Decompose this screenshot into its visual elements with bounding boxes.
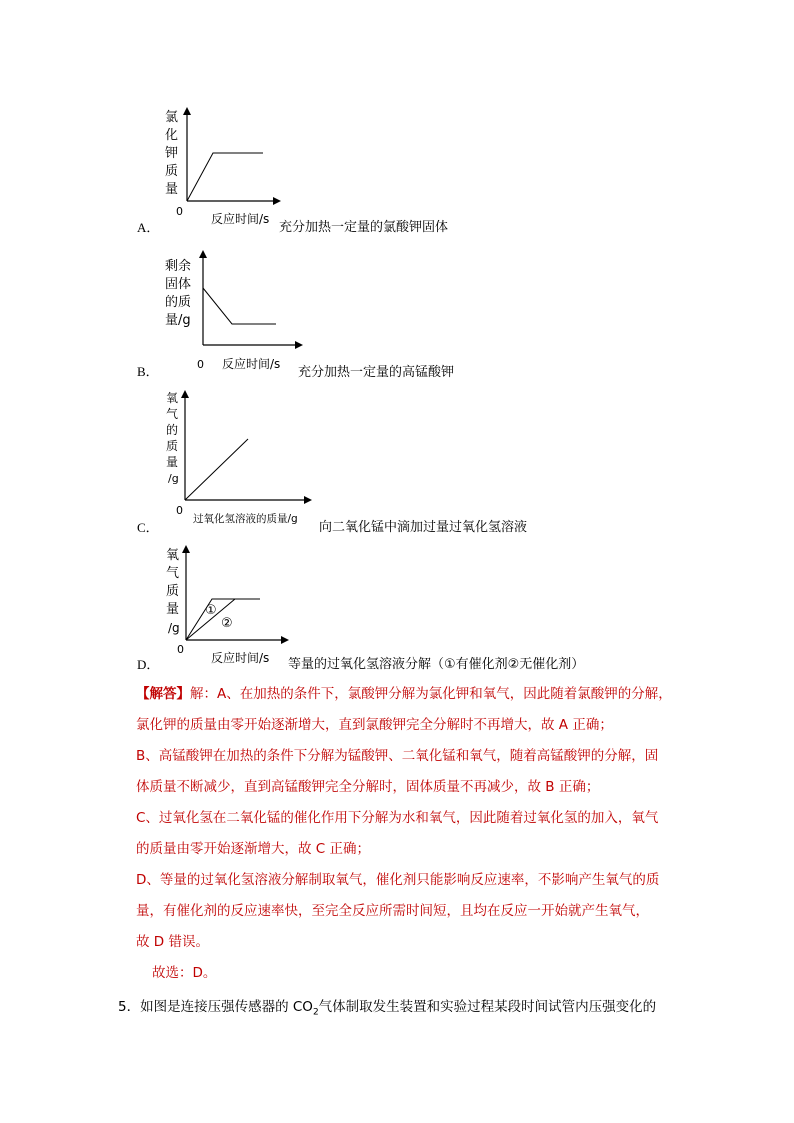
graph-b-ylabel-1: 剩余 — [165, 259, 192, 274]
graph-a-ylabel-3: 钾 — [165, 146, 179, 161]
question-5-subscript: 2 — [312, 1007, 319, 1018]
question-5 — [118, 995, 656, 1018]
graph-b-ylabel-2: 固体 — [165, 277, 192, 292]
graph-b-origin: 0 — [197, 358, 204, 371]
solution-line-1 — [136, 680, 672, 708]
graph-d-ylabel-4: 量 — [166, 602, 180, 617]
solution-line-10: 故选：D。 — [152, 965, 217, 981]
graph-a-xlabel: 反应时间/s — [211, 212, 270, 226]
option-d-letter: D． — [137, 657, 160, 672]
graph-d-ylabel-5: /g — [168, 621, 180, 635]
solution-line-8: 量，有催化剂的反应速率快，至完全反应所需时间短，且均在反应一开始就产生氧气， — [136, 903, 649, 919]
option-d-caption: 等量的过氧化氢溶液分解（①有催化剂②无催化剂） — [288, 657, 585, 672]
graph-d-ylabel-3: 质 — [166, 584, 180, 599]
solution-line-9: 故 D 错误。 — [136, 934, 209, 950]
graph-d-curve-label-1: ① — [205, 603, 217, 618]
question-5-text-before: 如图是连接压强传感器的 CO — [140, 999, 313, 1015]
option-b-letter: B． — [137, 364, 159, 379]
option-a-letter: A． — [137, 220, 160, 235]
graph-d-curve-label-2: ② — [221, 616, 233, 631]
graph-d-xlabel: 反应时间/s — [211, 651, 270, 665]
graph-c-xlabel: 过氧化氢溶液的质量/g — [193, 513, 298, 525]
graph-c-ylabel-3: 的 — [166, 423, 179, 437]
solution-text-1: 解：A、在加热的条件下，氯酸钾分解为氯化钾和氧气，因此随着氯酸钾的分解， — [190, 686, 672, 702]
graph-c-ylabel-5: 量 — [166, 455, 179, 469]
question-5-number: 5． — [118, 999, 141, 1015]
graph-c-ylabel-6: /g — [168, 472, 179, 485]
solution-line-5: C、过氧化氢在二氧化锰的催化作用下分解为水和氧气，因此随着过氧化氢的加入，氧气 — [136, 810, 659, 826]
graph-c — [160, 388, 330, 530]
option-c-caption: 向二氧化锰中滴加过量过氧化氢溶液 — [319, 520, 528, 535]
option-b-caption: 充分加热一定量的高锰酸钾 — [298, 365, 455, 380]
graph-c-origin: 0 — [176, 504, 183, 517]
graph-b — [160, 250, 310, 375]
graph-d-origin: 0 — [177, 643, 184, 656]
solution-line-4: 体质量不断减少，直到高锰酸钾完全分解时，固体质量不再减少，故 B 正确； — [136, 779, 600, 795]
solution-line-2: 氯化钾的质量由零开始逐渐增大，直到氯酸钾完全分解时不再增大，故 A 正确； — [136, 717, 613, 733]
graph-a-curve — [187, 153, 263, 201]
graph-a-ylabel-1: 氯 — [165, 110, 179, 125]
graph-c-curve — [185, 439, 248, 500]
solution-line-7: D、等量的过氧化氢溶液分解制取氧气，催化剂只能影响反应速率，不影响产生氧气的质 — [136, 872, 660, 888]
graph-d-ylabel-2: 气 — [166, 566, 180, 581]
graph-a — [160, 105, 310, 230]
graph-d — [160, 545, 310, 670]
solution-label: 【解答】 — [136, 686, 190, 702]
solution-line-3: B、高锰酸钾在加热的条件下分解为锰酸钾、二氧化锰和氧气，随着高锰酸钾的分解，固 — [136, 748, 659, 764]
graph-c-ylabel-4: 质 — [166, 439, 179, 453]
option-a-caption: 充分加热一定量的氯酸钾固体 — [279, 220, 449, 235]
graph-a-origin: 0 — [176, 205, 183, 218]
graph-a-ylabel-5: 量 — [165, 182, 179, 197]
graph-b-curve — [203, 288, 276, 324]
graph-c-ylabel-2: 气 — [166, 407, 179, 421]
graph-c-ylabel-1: 氧 — [166, 391, 179, 405]
option-c-letter: C． — [137, 520, 159, 535]
graph-b-ylabel-3: 的质 — [165, 295, 192, 310]
graph-a-ylabel-4: 质 — [165, 164, 179, 179]
graph-a-ylabel-2: 化 — [165, 128, 179, 143]
question-5-text-after: 气体制取发生装置和实验过程某段时间试管内压强变化的 — [318, 999, 657, 1015]
graph-d-ylabel-1: 氧 — [166, 548, 180, 563]
solution-line-6: 的质量由零开始逐渐增大，故 C 正确； — [136, 841, 371, 857]
graph-b-xlabel: 反应时间/s — [222, 357, 281, 371]
graph-b-ylabel-4: 量/g — [165, 313, 191, 328]
